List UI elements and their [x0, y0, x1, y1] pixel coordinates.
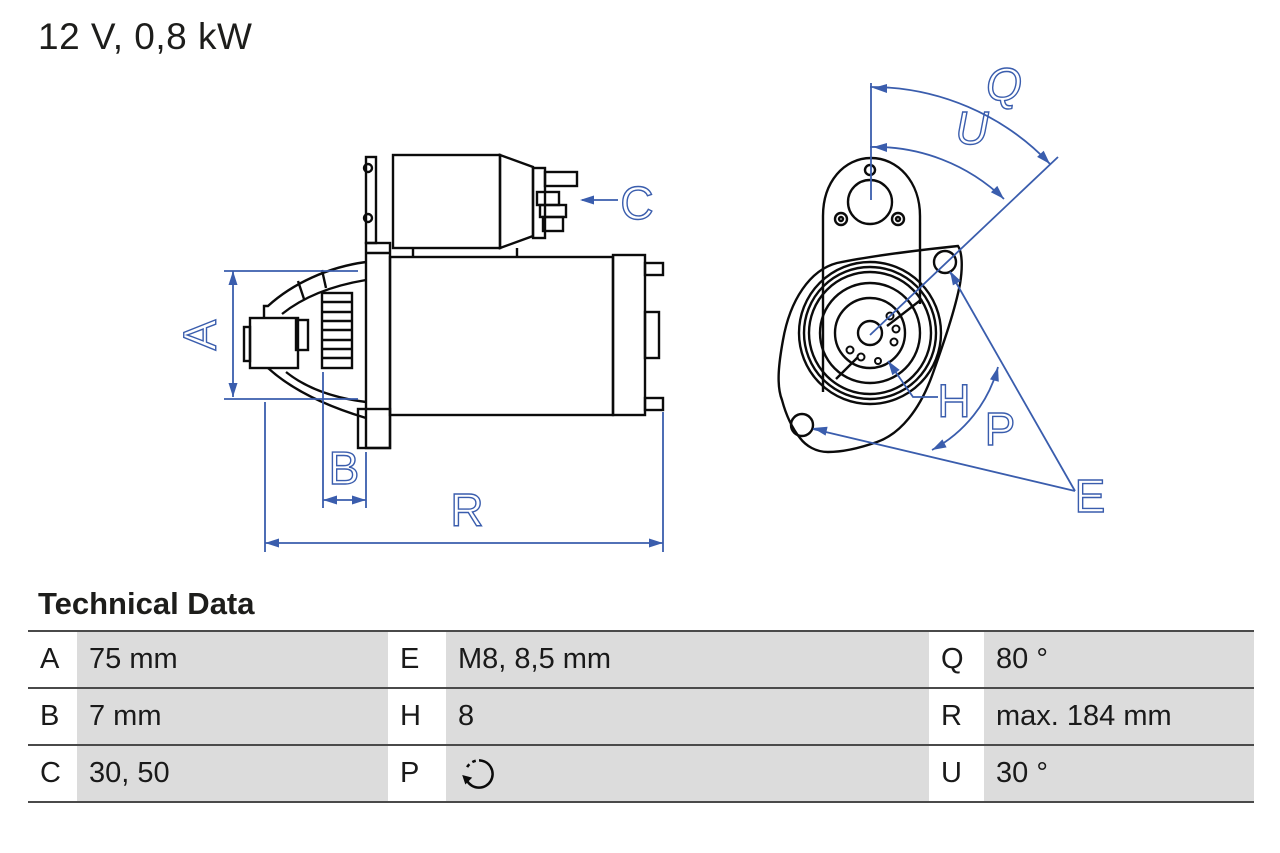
- dimension-label-e: E: [1074, 470, 1106, 522]
- table-row: [28, 632, 1254, 689]
- dimension-label-h: H: [937, 375, 971, 427]
- table-row: [28, 746, 1254, 803]
- front-view-drawing: [779, 158, 962, 452]
- arrowhead-e-lower: [813, 427, 828, 436]
- cell-value-e: M8, 8,5 mm: [446, 632, 929, 687]
- solenoid: [364, 155, 577, 257]
- dimension-label-q: Q: [986, 58, 1022, 110]
- side-view-labels: [174, 177, 654, 536]
- cell-key-h: H: [388, 689, 446, 744]
- page-title: 12 V, 0,8 kW: [38, 16, 253, 57]
- technical-data-heading: Technical Data: [38, 586, 255, 621]
- front-view-labels: [937, 58, 1105, 522]
- cell-key-e: E: [388, 632, 446, 687]
- counterclockwise-rotation-arrow-icon: [458, 753, 500, 795]
- dimension-label-c: C: [620, 177, 654, 229]
- drive-end-housing: [244, 262, 366, 418]
- cell-value-c: 30, 50: [77, 746, 388, 801]
- cell-value-r: max. 184 mm: [984, 689, 1254, 744]
- cell-value-q: 80 °: [984, 632, 1254, 687]
- reference-line-diagonal: [870, 157, 1058, 335]
- table-row: [28, 689, 1254, 746]
- pinion-shaft-nose: [250, 318, 298, 368]
- dimension-label-p: P: [984, 403, 1016, 455]
- motor-housing: [390, 255, 663, 415]
- solenoid-terminal: [545, 172, 577, 186]
- cell-value-b: 7 mm: [77, 689, 388, 744]
- cell-value-h: 8: [446, 689, 929, 744]
- arrowhead-c: [580, 196, 594, 205]
- cell-key-c: C: [28, 746, 77, 801]
- cell-key-r: R: [929, 689, 984, 744]
- dimension-label-b: B: [328, 442, 360, 494]
- cell-key-u: U: [929, 746, 984, 801]
- leader-line-e-lower: [813, 429, 1075, 491]
- pinion-gear-teeth: [322, 293, 352, 368]
- bearing-boss-rings: [799, 262, 941, 404]
- shaft-center-hole: [858, 321, 882, 345]
- cell-key-q: Q: [929, 632, 984, 687]
- cell-key-b: B: [28, 689, 77, 744]
- cell-value-u: 30 °: [984, 746, 1254, 801]
- side-view-drawing: [244, 155, 663, 448]
- cell-value-p: [446, 746, 929, 801]
- cell-key-p: P: [388, 746, 446, 801]
- cell-value-a: 75 mm: [77, 632, 388, 687]
- dimension-label-u: U: [955, 102, 989, 154]
- technical-data-table: [28, 630, 1254, 803]
- dimension-label-a: A: [174, 319, 226, 351]
- mounting-hole-lower: [791, 414, 813, 436]
- solenoid-mount-bore: [848, 180, 892, 224]
- dimension-label-r: R: [450, 484, 484, 536]
- cell-key-a: A: [28, 632, 77, 687]
- mounting-hole-upper: [934, 251, 956, 273]
- arrowhead-h: [888, 361, 900, 375]
